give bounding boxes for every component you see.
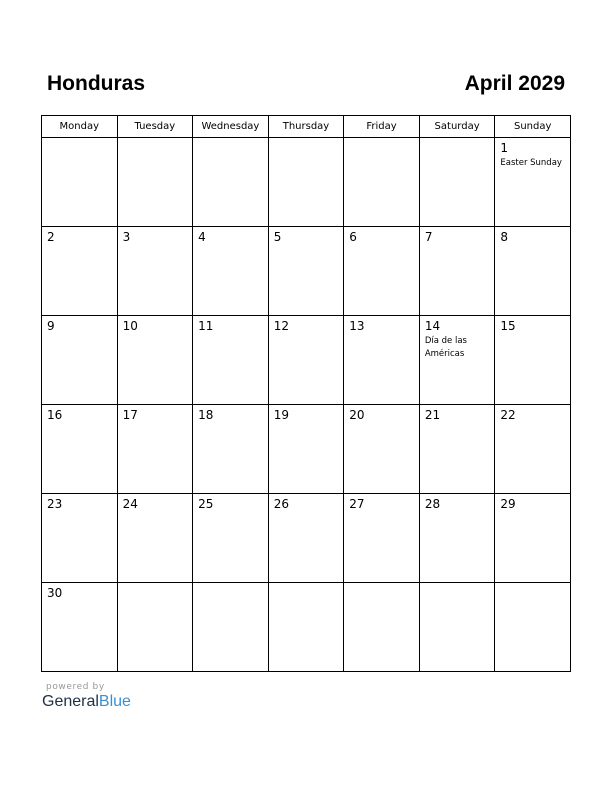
page-title-month: April 2029	[464, 72, 565, 95]
week-row	[42, 227, 571, 316]
day-cell[interactable]	[344, 494, 420, 583]
day-number: 3	[122, 230, 131, 244]
day-cell[interactable]	[495, 138, 571, 227]
day-number: 26	[273, 497, 289, 511]
day-number: 4	[198, 230, 206, 244]
day-cell[interactable]	[344, 227, 420, 316]
day-cell[interactable]	[193, 138, 269, 227]
weekday-header-row	[42, 116, 571, 138]
powered-by-label: powered by	[46, 682, 105, 692]
day-number: 5	[273, 230, 282, 244]
week-row	[42, 138, 571, 227]
day-cell[interactable]	[419, 138, 495, 227]
day-cell[interactable]	[344, 583, 420, 672]
weekday-tuesday: Tuesday	[117, 116, 193, 138]
day-cell[interactable]	[268, 316, 344, 405]
day-cell[interactable]	[268, 494, 344, 583]
day-number: 13	[349, 319, 365, 333]
day-cell[interactable]	[42, 583, 118, 672]
day-number: 18	[198, 408, 214, 422]
day-cell[interactable]	[42, 494, 118, 583]
weekday-sunday: Sunday	[495, 116, 571, 138]
day-number: 12	[273, 319, 289, 333]
day-cell[interactable]	[419, 316, 495, 405]
day-cell[interactable]	[495, 405, 571, 494]
day-number: 10	[122, 319, 138, 333]
day-cell[interactable]	[42, 138, 118, 227]
weekday-saturday: Saturday	[419, 116, 495, 138]
day-cell[interactable]	[268, 227, 344, 316]
day-cell[interactable]	[117, 316, 193, 405]
day-number: 1	[500, 141, 509, 155]
day-cell[interactable]	[117, 583, 193, 672]
day-cell[interactable]	[193, 227, 269, 316]
day-number: 19	[273, 408, 289, 422]
day-cell[interactable]	[117, 227, 193, 316]
day-number: 6	[349, 230, 357, 244]
day-cell[interactable]	[495, 227, 571, 316]
brand-blue: Blue	[98, 693, 131, 710]
weekday-monday: Monday	[42, 116, 118, 138]
weekday-thursday: Thursday	[268, 116, 344, 138]
day-number: 15	[500, 319, 516, 333]
day-cell[interactable]	[268, 583, 344, 672]
day-cell[interactable]	[193, 494, 269, 583]
day-number: 20	[349, 408, 365, 422]
day-cell[interactable]	[42, 405, 118, 494]
week-row	[42, 583, 571, 672]
day-number: 23	[47, 497, 63, 511]
day-cell[interactable]	[419, 227, 495, 316]
brand-logo[interactable]	[42, 693, 131, 711]
day-cell[interactable]	[495, 583, 571, 672]
day-number: 14	[424, 319, 441, 333]
weekday-wednesday: Wednesday	[193, 116, 269, 138]
holiday-label: Día de las Américas	[424, 336, 467, 359]
week-row	[42, 316, 571, 405]
day-number: 30	[47, 586, 63, 600]
day-number: 22	[500, 408, 516, 422]
day-cell[interactable]	[419, 583, 495, 672]
calendar-grid	[41, 115, 571, 672]
day-number: 29	[500, 497, 516, 511]
day-cell[interactable]	[193, 583, 269, 672]
day-cell[interactable]	[495, 494, 571, 583]
day-number: 9	[47, 319, 55, 333]
week-row	[42, 494, 571, 583]
day-cell[interactable]	[193, 316, 269, 405]
day-number: 8	[500, 230, 509, 244]
day-number: 28	[424, 497, 441, 511]
day-number: 2	[47, 230, 55, 244]
day-cell[interactable]	[495, 316, 571, 405]
day-cell[interactable]	[117, 138, 193, 227]
day-number: 24	[122, 497, 138, 511]
holiday-label: Easter Sunday	[500, 158, 562, 168]
day-cell[interactable]	[419, 405, 495, 494]
day-number: 11	[198, 319, 214, 333]
day-cell[interactable]	[117, 494, 193, 583]
day-number: 16	[47, 408, 63, 422]
day-number: 17	[122, 408, 138, 422]
day-cell[interactable]	[419, 494, 495, 583]
day-cell[interactable]	[42, 316, 118, 405]
day-number: 27	[349, 497, 365, 511]
day-number: 21	[424, 408, 441, 422]
day-cell[interactable]	[344, 138, 420, 227]
day-cell[interactable]	[344, 316, 420, 405]
day-number: 7	[424, 230, 433, 244]
week-row	[42, 405, 571, 494]
day-number: 25	[198, 497, 214, 511]
weekday-friday: Friday	[344, 116, 420, 138]
day-cell[interactable]	[193, 405, 269, 494]
brand-general: General	[42, 693, 99, 710]
page-title-country: Honduras	[47, 72, 146, 95]
day-cell[interactable]	[117, 405, 193, 494]
day-cell[interactable]	[344, 405, 420, 494]
day-cell[interactable]	[268, 405, 344, 494]
day-cell[interactable]	[268, 138, 344, 227]
day-cell[interactable]	[42, 227, 118, 316]
